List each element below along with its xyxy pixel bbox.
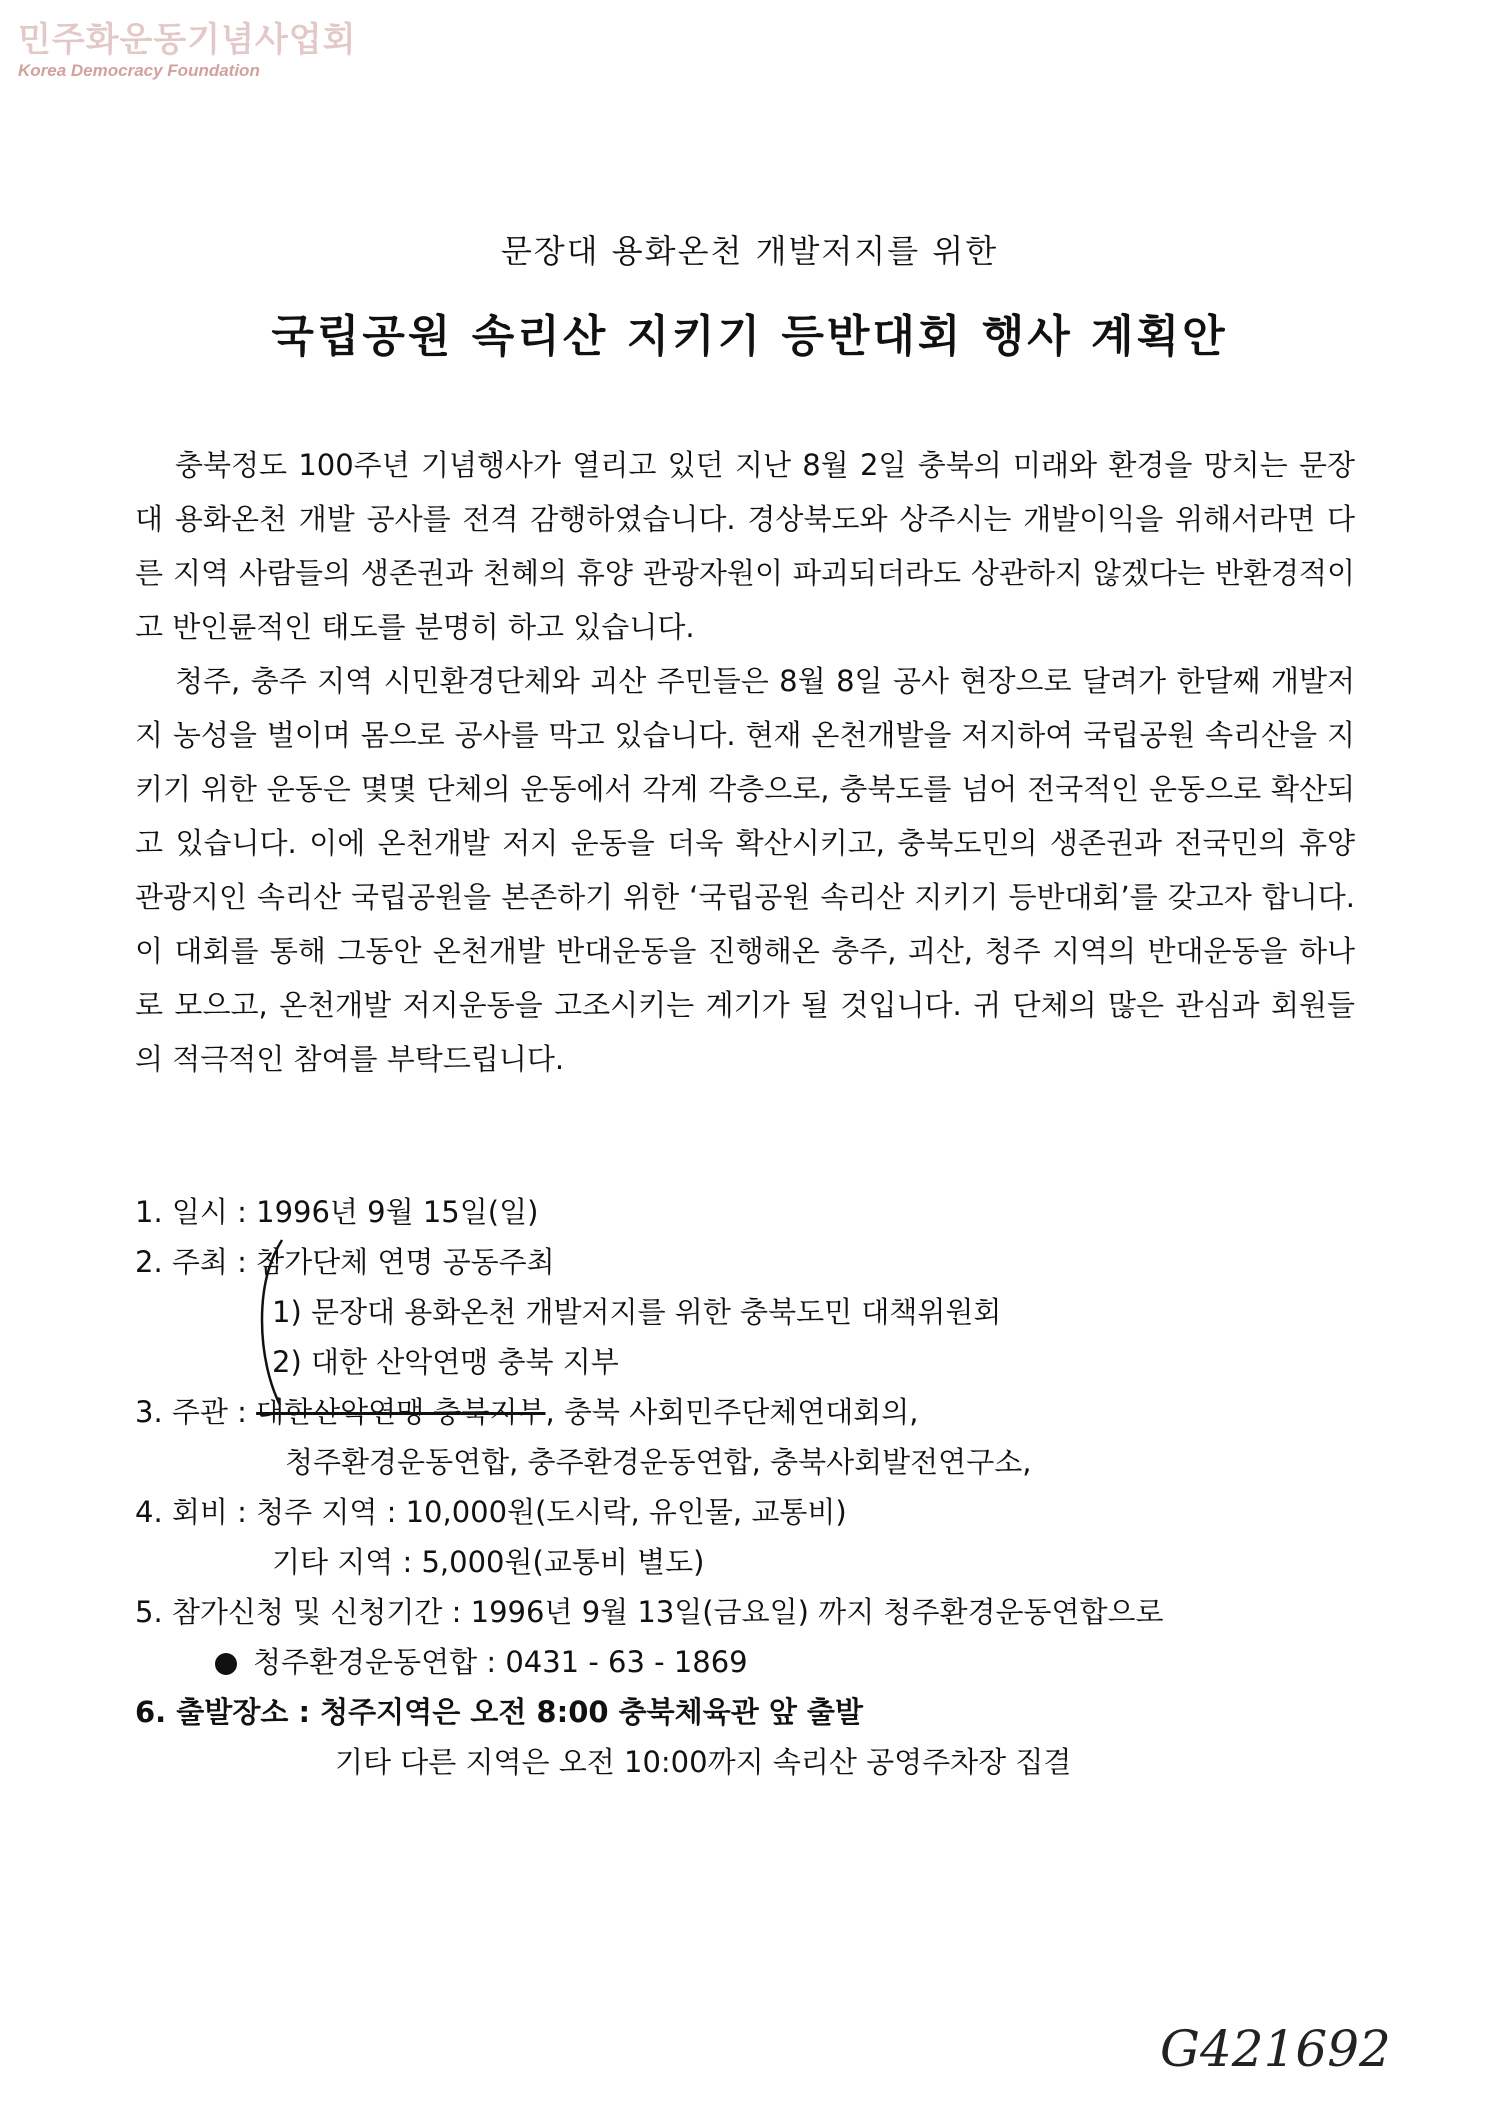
organizer-label: 3. 주관 : [135,1395,257,1429]
watermark-korean: 민주화운동기념사업회 [18,20,357,60]
watermark-logo [18,20,356,82]
body-text [135,438,1355,1086]
item-date: 1. 일시 : 1996년 9월 15일(일) [135,1195,539,1229]
item-host: 2. 주최 : 참가단체 연명 공동주최 [135,1245,555,1279]
watermark-english: Korea Democracy Foundation [18,61,260,80]
paragraph-1: 충북정도 100주년 기념행사가 열리고 있던 지난 8월 2일 충북의 미래와 환경을 망치는 문장대 용화온천 개발 공사를 전격 감행하였습니다. 경상북도와 상주시는 개발이익을 위해서라면 다른 지역 사람들의 생존권과 천혜의 휴양 관광자원이 파괴되더라도 상관하지 않겠다는 반환경적이고 반인륜적인 태도를 분명히 하고 있습니다. [135,448,1355,644]
paragraph-2: 청주, 충주 지역 시민환경단체와 괴산 주민들은 8월 8일 공사 현장으로 달려가 한달째 개발저지 농성을 벌이며 몸으로 공사를 막고 있습니다. 현재 온천개발을 저지하여 국립공원 속리산을 지키기 위한 운동은 몇몇 단체의 운동에서 각계 각층으로, 충북도를 넘어 전국적인 운동으로 확산되고 있습니다. 이에 온천개발 저지 운동을 더욱 확산시키고, 충북도민의 생존권과 전국민의 휴양 관광지인 속리산 국립공원을 본존하기 위한 ‘국립공원 속리산 지키기 등반대회’를 갖고자 합니다. 이 대회를 통해 그동안 온천개발 반대운동을 진행해온 충주, 괴산, 청주 지역의 반대운동을 하나로 모으고, 온천개발 저지운동을 고조시키는 계기가 될 것입니다. 귀 단체의 많은 관심과 회원들의 적극적인 참여를 부탁드립니다. [135,664,1355,1076]
item-organizer [135,1392,919,1432]
item-contact [215,1642,748,1682]
item-host-sub2: 2) 대한 산악연맹 충북 지부 [272,1345,619,1379]
contact-text: 청주환경운동연합 : 0431 - 63 - 1869 [253,1645,748,1679]
item-departure-line2: 기타 다른 지역은 오전 10:00까지 속리산 공영주차장 집결 [335,1745,1072,1779]
item-fee-line1: 4. 회비 : 청주 지역 : 10,000원(도시락, 유인물, 교통비) [135,1495,847,1529]
bullet-icon [215,1653,237,1675]
organizer-rest: , 충북 사회민주단체연대회의, [545,1395,919,1429]
handwritten-document-number: G421692 [1160,2020,1391,2078]
item-apply: 5. 참가신청 및 신청기간 : 1996년 9월 13일(금요일) 까지 청주환경운동연합으로 [135,1595,1164,1629]
document-subtitle: 문장대 용화온천 개발저지를 위한 [500,232,999,270]
item-organizer-line2: 청주환경운동연합, 충주환경운동연합, 충북사회발전연구소, [285,1445,1032,1479]
item-host-sub1: 1) 문장대 용화온천 개발저지를 위한 충북도민 대책위원회 [272,1295,1002,1329]
organizer-struck-text: 대한산악연맹 충북지부 [256,1395,546,1429]
item-departure: 6. 출발장소 : 청주지역은 오전 8:00 충북체육관 앞 출발 [135,1695,863,1729]
item-fee-line2: 기타 지역 : 5,000원(교통비 별도) [272,1545,705,1579]
document-title: 국립공원 속리산 지키기 등반대회 행사 계획안 [271,311,1228,362]
